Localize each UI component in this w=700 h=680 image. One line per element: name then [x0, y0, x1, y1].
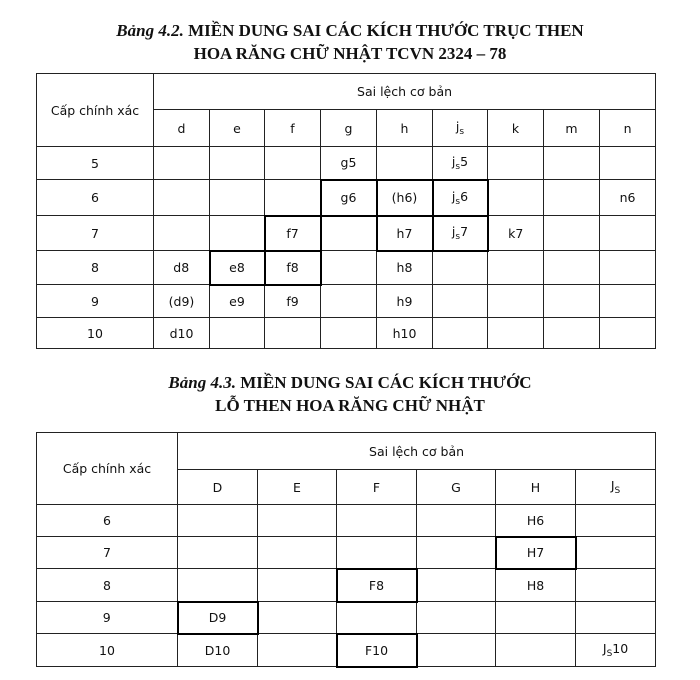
table1-tolerance-cell — [488, 285, 544, 318]
table1-tolerance-cell — [154, 180, 210, 216]
table1-row-header: Cấp chính xác — [37, 74, 154, 147]
table1-col-header: d — [154, 110, 210, 147]
table-row — [37, 602, 656, 634]
table1-tolerance-cell — [433, 318, 488, 349]
table1-tolerance-cell: d8 — [154, 251, 210, 285]
table2-tolerance-cell: F10 — [337, 634, 417, 667]
table2-caption-label: Bảng 4.3. — [168, 373, 236, 392]
table1-tolerance-cell: h10 — [377, 318, 433, 349]
table2-tolerance-cell — [258, 537, 337, 569]
table1-col-header: h — [377, 110, 433, 147]
table1-col-header: f — [265, 110, 321, 147]
table1-tolerance-cell — [544, 147, 600, 180]
table1-tolerance-cell: n6 — [600, 180, 656, 216]
table1-grade-cell: 8 — [37, 251, 154, 285]
table2-tolerance-cell — [576, 537, 656, 569]
table1-tolerance-cell — [544, 285, 600, 318]
table2-col-header: $J_S$ — [576, 470, 656, 505]
table1-tolerance-cell — [210, 180, 265, 216]
table2-tolerance-cell — [258, 569, 337, 602]
table2-tolerance-cell — [337, 602, 417, 634]
table2-tolerance-cell — [417, 569, 496, 602]
table1-tolerance-cell: e9 — [210, 285, 265, 318]
table2-tolerance-cell — [576, 569, 656, 602]
table2-tolerance-cell — [258, 634, 337, 667]
table-row — [37, 634, 656, 667]
table1-col-header: m — [544, 110, 600, 147]
table2-caption-line1: MIỀN DUNG SAI CÁC KÍCH THƯỚC — [240, 373, 532, 392]
table1-tolerance-cell — [321, 216, 377, 251]
table1-tolerance-cell — [488, 180, 544, 216]
table2-grade-cell: 7 — [37, 537, 178, 569]
table1-tolerance-cell: $j_s5$ — [433, 147, 488, 180]
table1-tolerance-cell — [600, 318, 656, 349]
table1-tolerance-cell: (h6) — [377, 180, 433, 216]
table2-tolerance-cell — [178, 569, 258, 602]
table2-tolerance-cell: $J_S10$ — [576, 634, 656, 667]
table1-tolerance-cell — [321, 318, 377, 349]
table1-tolerance-cell — [210, 318, 265, 349]
table2-tolerance-cell: F8 — [337, 569, 417, 602]
table1-caption-line2: HOA RĂNG CHỮ NHẬT TCVN 2324 – 78 — [193, 44, 507, 63]
table1-tolerance-cell — [600, 216, 656, 251]
table2-col-header: E — [258, 470, 337, 505]
table1-caption-label: Bảng 4.2. — [116, 21, 184, 40]
table1-tolerance-cell: $j_s7$ — [433, 216, 488, 251]
table2-tolerance-cell — [417, 634, 496, 667]
table1-tolerance-cell — [154, 147, 210, 180]
table1-col-header: n — [600, 110, 656, 147]
table2-grade-cell: 6 — [37, 505, 178, 537]
table1-tolerance-cell: f8 — [265, 251, 321, 285]
table2-tolerance-cell — [337, 537, 417, 569]
table2-group-header: Sai lệch cơ bản — [178, 433, 656, 470]
table1-tolerance-cell: h8 — [377, 251, 433, 285]
table1-grade-cell: 9 — [37, 285, 154, 318]
table1-tolerance-cell — [433, 251, 488, 285]
table1-tolerance-cell — [321, 251, 377, 285]
table2-tolerance-cell — [496, 602, 576, 634]
table2-tolerance-cell — [576, 602, 656, 634]
table2-col-header: G — [417, 470, 496, 505]
table2-tolerance-cell — [258, 505, 337, 537]
table2-tolerance-cell: H8 — [496, 569, 576, 602]
table1-tolerance-cell — [210, 216, 265, 251]
table2-grade-cell: 10 — [37, 634, 178, 667]
hole-tolerance-table — [36, 432, 656, 668]
table1-tolerance-cell — [488, 318, 544, 349]
table1-tolerance-cell — [265, 180, 321, 216]
table2-col-header: D — [178, 470, 258, 505]
table2-tolerance-cell: H6 — [496, 505, 576, 537]
table1-tolerance-cell — [377, 147, 433, 180]
table1-grade-cell: 6 — [37, 180, 154, 216]
table1-tolerance-cell: g5 — [321, 147, 377, 180]
table2-tolerance-cell: D10 — [178, 634, 258, 667]
table2-tolerance-cell — [417, 505, 496, 537]
table2-tolerance-cell — [178, 505, 258, 537]
table1-col-header: e — [210, 110, 265, 147]
table1-tolerance-cell: h9 — [377, 285, 433, 318]
table-row — [37, 285, 656, 318]
table1-tolerance-cell — [600, 285, 656, 318]
table1-tolerance-cell — [154, 216, 210, 251]
table-row — [37, 147, 656, 180]
table2-tolerance-cell — [178, 537, 258, 569]
table-row — [37, 537, 656, 569]
table1-grade-cell: 10 — [37, 318, 154, 349]
table1-tolerance-cell: f9 — [265, 285, 321, 318]
table1-tolerance-cell: (d9) — [154, 285, 210, 318]
table2-tolerance-cell — [337, 505, 417, 537]
table1-tolerance-cell: e8 — [210, 251, 265, 285]
table-row — [37, 505, 656, 537]
table1-col-header: k — [488, 110, 544, 147]
table1-col-header: $j_s$ — [433, 110, 488, 147]
table1-tolerance-cell — [600, 251, 656, 285]
table-row — [37, 180, 656, 216]
table1-tolerance-cell — [488, 147, 544, 180]
table1-grade-cell: 7 — [37, 216, 154, 251]
table2-grade-cell: 9 — [37, 602, 178, 634]
table2-col-header: H — [496, 470, 576, 505]
table1-tolerance-cell — [265, 147, 321, 180]
table2-caption — [0, 372, 700, 394]
table1-tolerance-cell — [488, 251, 544, 285]
table1-group-header: Sai lệch cơ bản — [154, 74, 656, 110]
table1-tolerance-cell: $j_s6$ — [433, 180, 488, 216]
table1-grade-cell: 5 — [37, 147, 154, 180]
table-row — [37, 569, 656, 602]
table1-tolerance-cell — [600, 147, 656, 180]
table-row — [37, 318, 656, 349]
table-row — [37, 251, 656, 285]
table1-tolerance-cell: f7 — [265, 216, 321, 251]
table-row — [37, 216, 656, 251]
table1-tolerance-cell — [544, 216, 600, 251]
table2-grade-cell: 8 — [37, 569, 178, 602]
table2-tolerance-cell: H7 — [496, 537, 576, 569]
table1-tolerance-cell — [544, 180, 600, 216]
table2-tolerance-cell — [258, 602, 337, 634]
table1-tolerance-cell — [321, 285, 377, 318]
table1-tolerance-cell — [433, 285, 488, 318]
table1-col-header: g — [321, 110, 377, 147]
table2-tolerance-cell — [496, 634, 576, 667]
shaft-tolerance-table — [36, 73, 656, 349]
table1-tolerance-cell: d10 — [154, 318, 210, 349]
table1-tolerance-cell — [265, 318, 321, 349]
table1-caption — [0, 20, 700, 42]
table1-caption-line1: MIỀN DUNG SAI CÁC KÍCH THƯỚC TRỤC THEN — [188, 21, 584, 40]
table2-tolerance-cell — [417, 537, 496, 569]
table1-tolerance-cell: h7 — [377, 216, 433, 251]
table2-tolerance-cell — [576, 505, 656, 537]
table1-tolerance-cell: g6 — [321, 180, 377, 216]
table1-tolerance-cell — [210, 147, 265, 180]
table2-tolerance-cell: D9 — [178, 602, 258, 634]
table1-tolerance-cell: k7 — [488, 216, 544, 251]
table1-tolerance-cell — [544, 318, 600, 349]
table2-caption-line2: LỖ THEN HOA RĂNG CHỮ NHẬT — [215, 396, 485, 415]
table1-tolerance-cell — [544, 251, 600, 285]
table2-tolerance-cell — [417, 602, 496, 634]
table2-col-header: F — [337, 470, 417, 505]
table2-row-header: Cấp chính xác — [37, 433, 178, 505]
